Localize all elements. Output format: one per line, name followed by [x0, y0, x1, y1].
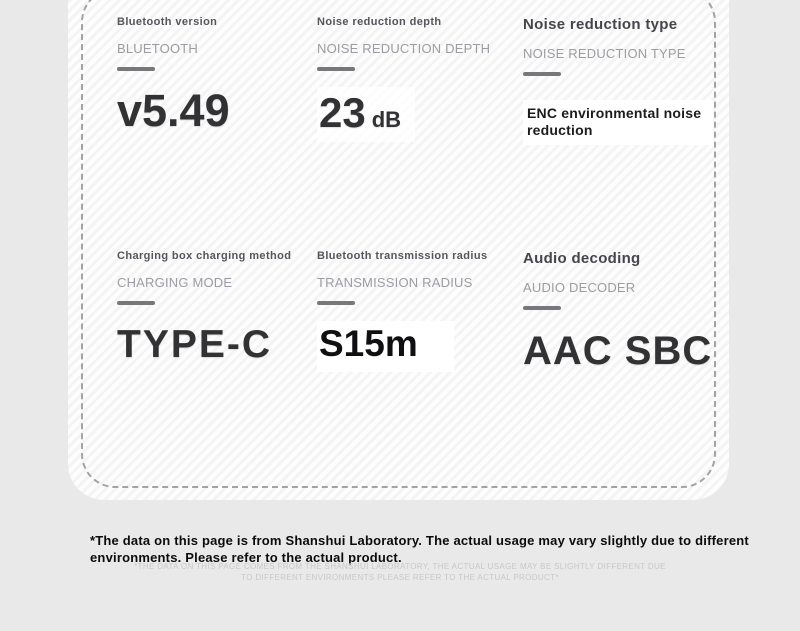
- spec-value-audio-decoder: AAC SBC: [523, 329, 713, 374]
- spec-title: Audio decoding: [523, 250, 641, 267]
- spec-cell-charging-mode: [117, 250, 317, 372]
- spec-cell-audio-decoder: [523, 250, 713, 372]
- spec-value-noise-depth: [317, 87, 415, 141]
- spec-title: Bluetooth transmission radius: [317, 250, 488, 262]
- spec-cell-transmission-radius: [317, 250, 523, 372]
- spec-underline: [523, 72, 561, 76]
- spec-subtitle: NOISE REDUCTION DEPTH: [317, 41, 491, 57]
- spec-cell-noise-depth: [317, 16, 523, 145]
- spec-cell-noise-type: [523, 16, 713, 145]
- spec-subtitle: BLUETOOTH: [117, 41, 199, 57]
- spec-title: Noise reduction depth: [317, 16, 442, 28]
- spec-underline: [317, 67, 355, 71]
- disclaimer-bold: *The data on this page is from Shanshui Laboratory. The actual usage may vary slightly due to different environments. Please refer to the actual product.: [90, 533, 749, 565]
- spec-row-bottom: [117, 250, 713, 372]
- noise-depth-number: 23: [319, 89, 366, 137]
- spec-subtitle: NOISE REDUCTION TYPE: [523, 46, 686, 61]
- spec-underline: [523, 306, 561, 310]
- spec-value-transmission-radius: S15m: [317, 321, 454, 372]
- disclaimer-faint-line2: TO DIFFERENT ENVIRONMENTS PLEASE REFER TO THE ACTUAL PRODUCT*: [241, 573, 559, 583]
- disclaimer-faint-line1: *THE DATA ON THIS PAGE COMES FROM THE SHANSHUI LABORATORY, THE ACTUAL USAGE MAY BE SLIGHTLY DIFFERENT DUE: [134, 562, 666, 571]
- disclaimer-faint: [0, 561, 800, 583]
- spec-underline: [117, 67, 155, 71]
- spec-subtitle: TRANSMISSION RADIUS: [317, 275, 473, 291]
- spec-row-top: [117, 16, 713, 145]
- noise-depth-unit: dB: [371, 107, 402, 133]
- spec-underline: [117, 301, 155, 305]
- spec-cell-bluetooth-version: [117, 16, 317, 145]
- spec-title: Charging box charging method: [117, 250, 292, 262]
- spec-title: Bluetooth version: [117, 16, 218, 28]
- spec-subtitle: CHARGING MODE: [117, 275, 233, 291]
- spec-value-charging-mode: TYPE-C: [117, 323, 273, 367]
- spec-subtitle: AUDIO DECODER: [523, 280, 636, 295]
- spec-title: Noise reduction type: [523, 16, 678, 33]
- spec-value-noise-type: ENC environmental noise reduction: [523, 100, 713, 145]
- spec-value-bluetooth-version: v5.49: [117, 85, 230, 137]
- spec-card: [68, 0, 729, 500]
- spec-underline: [317, 301, 355, 305]
